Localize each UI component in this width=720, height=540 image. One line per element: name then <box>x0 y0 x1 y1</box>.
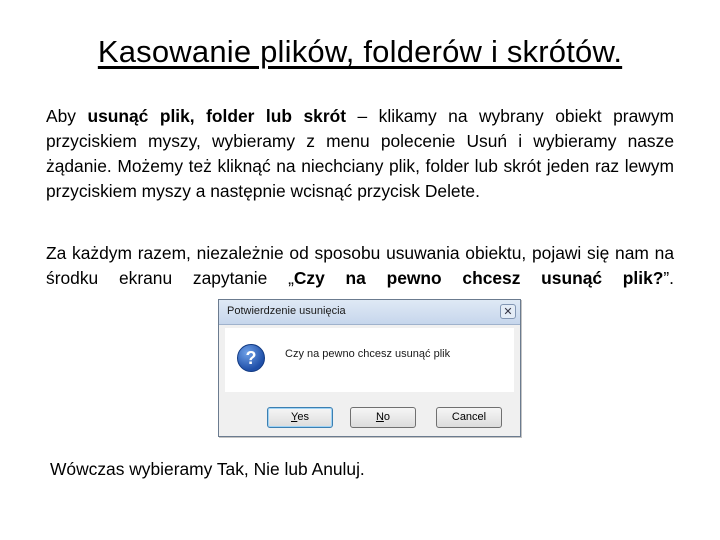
close-icon[interactable]: ✕ <box>500 304 516 319</box>
no-label-rest: o <box>383 411 391 423</box>
question-icon: ? <box>237 344 265 372</box>
dialog-titlebar <box>219 300 520 325</box>
para2-suffix: ”. <box>663 268 674 288</box>
slide-title: Kasowanie plików, folderów i skrótów. <box>97 34 623 69</box>
para1-bold: usunąć plik, folder lub skrót <box>87 106 347 126</box>
yes-button[interactable] <box>267 407 333 428</box>
dialog-title: Potwierdzenie usunięcia <box>227 305 346 317</box>
para2-text: Za każdym razem, niezależnie od sposobu usuwania obiektu, pojawi się nam na środku ekranu zapytanie „ <box>46 243 674 288</box>
no-button[interactable] <box>350 407 416 428</box>
delete-confirmation-dialog <box>218 299 521 437</box>
yes-label-rest: es <box>297 411 309 423</box>
para2-bold: Czy na pewno chcesz usunąć plik? <box>293 268 664 288</box>
para1-rest: – klikamy na wybrany obiekt prawym przyciskiem myszy, wybieramy z menu polecenie Usuń i wybieramy nasze żądanie. Możemy też kliknąć na niechciany plik, folder lub skrót jeden raz lewym przyciskiem myszy a następnie wcisnąć przycisk Delete. <box>46 106 675 201</box>
paragraph-delete-instructions <box>46 104 674 204</box>
footer-text: Wówczas wybieramy Tak, Nie lub Anuluj. <box>50 459 365 479</box>
yes-mnemonic: Y <box>291 411 298 423</box>
para1-prefix: Aby <box>46 106 88 126</box>
no-mnemonic: N <box>375 411 384 423</box>
paragraph-confirmation <box>46 241 674 291</box>
dialog-body <box>225 328 514 392</box>
dialog-message: Czy na pewno chcesz usunąć plik <box>285 348 451 360</box>
cancel-button[interactable]: Cancel <box>436 407 502 428</box>
